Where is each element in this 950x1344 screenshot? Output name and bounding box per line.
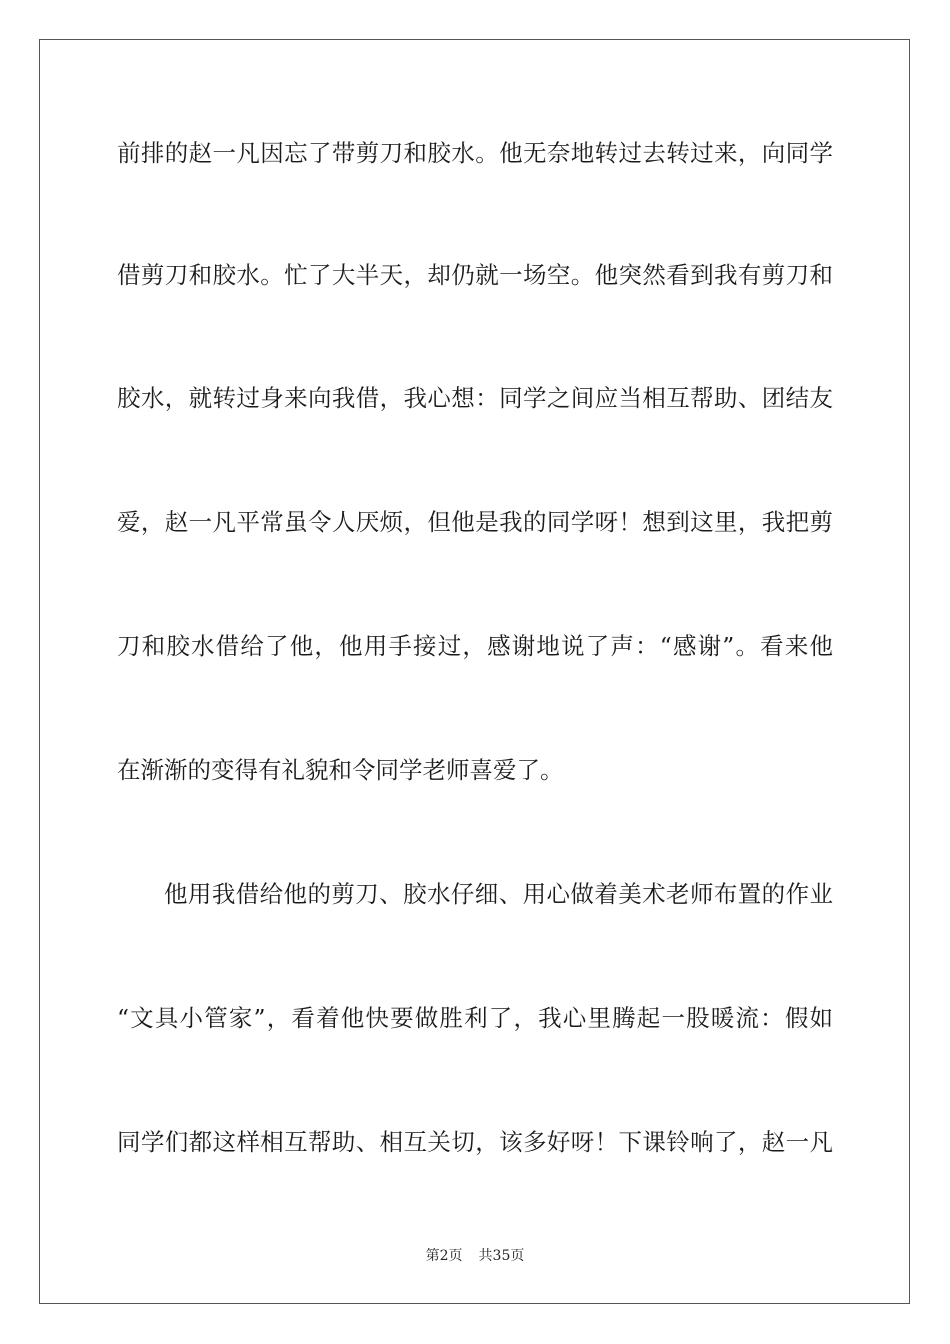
body-text-line-6: 在渐渐的变得有礼貌和令同学老师喜爱了。 xyxy=(117,756,564,784)
page-number: 第2页 xyxy=(425,1248,463,1264)
body-text-line-3: 胶水，就转过身来向我借，我心想：同学之间应当相互帮助、团结友 xyxy=(117,384,833,412)
body-text-line-5: 刀和胶水借给了他，他用手接过，感谢地说了声：“感谢”。看来他 xyxy=(117,632,833,660)
body-text-line-1: 前排的赵一凡因忘了带剪刀和胶水。他无奈地转过去转过来，向同学 xyxy=(117,139,833,167)
page-total: 共35页 xyxy=(478,1248,525,1264)
body-text-line-2: 借剪刀和胶水。忙了大半天，却仍就一场空。他突然看到我有剪刀和 xyxy=(117,261,833,289)
page-footer xyxy=(0,1247,950,1265)
body-text-line-7: 他用我借给他的剪刀、胶水仔细、用心做着美术老师布置的作业 xyxy=(164,880,833,908)
body-text-line-4: 爱，赵一凡平常虽令人厌烦，但他是我的同学呀！想到这里，我把剪 xyxy=(117,508,833,536)
page-border xyxy=(39,39,910,1304)
body-text-line-9: 同学们都这样相互帮助、相互关切，该多好呀！下课铃响了，赵一凡 xyxy=(117,1128,833,1156)
body-text-line-8: “文具小管家”，看着他快要做胜利了，我心里腾起一股暖流：假如 xyxy=(117,1004,833,1032)
